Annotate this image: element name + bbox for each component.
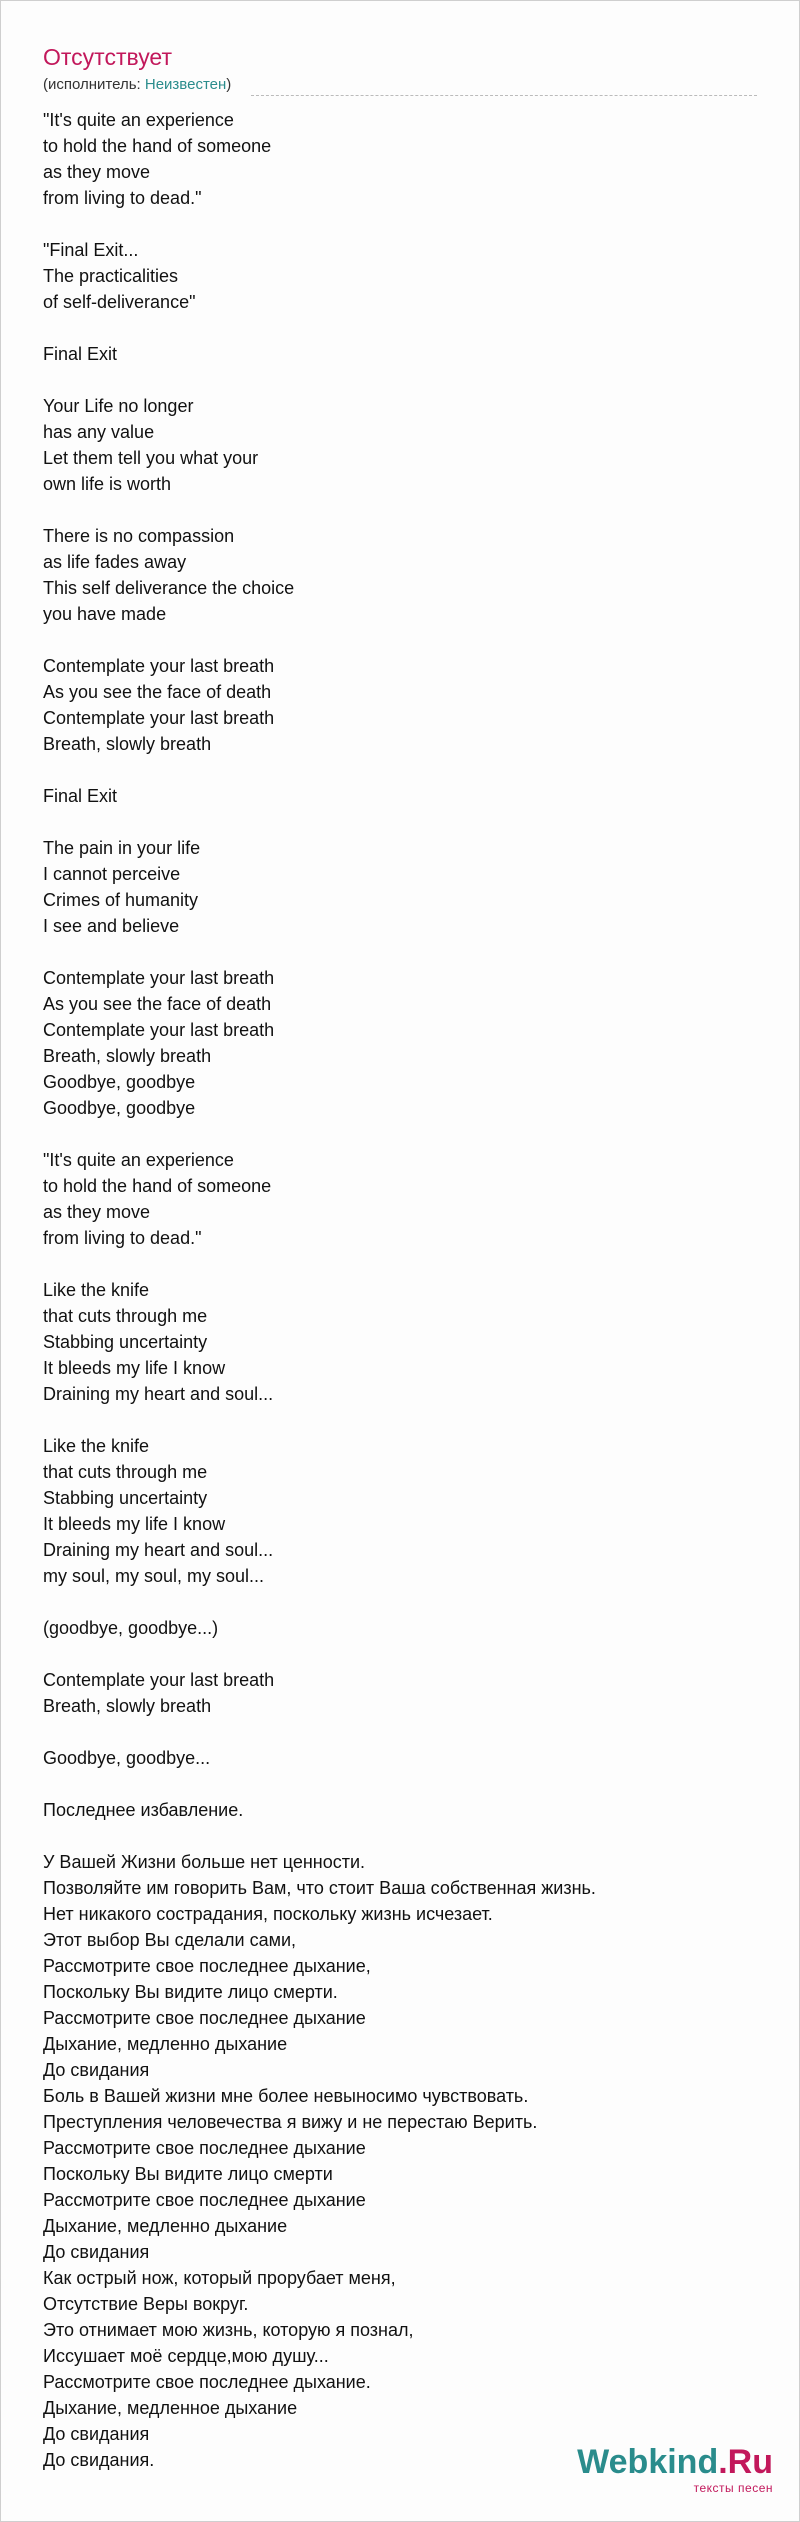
lyrics-stanza (43, 1667, 596, 1719)
lyric-line: I see and believe (43, 916, 180, 936)
lyric-line: own life is worth (43, 474, 172, 494)
translation-line: Боль в Вашей жизни мне более невыносимо чувствовать. (43, 2086, 529, 2106)
lyrics-stanza (43, 1615, 596, 1641)
lyric-line: Последнее избавление. (43, 1800, 244, 1820)
song-header (43, 43, 231, 95)
translation-line: До свидания (43, 2242, 150, 2262)
translation-block (43, 1849, 596, 2473)
lyrics-stanza (43, 653, 596, 757)
lyric-line: "Final Exit... (43, 240, 139, 260)
translation-line: Рассмотрите свое последнее дыхание. (43, 2372, 371, 2392)
logo-tld: .Ru (718, 2443, 773, 2481)
lyric-line: It bleeds my life I know (43, 1514, 226, 1534)
lyric-line: Crimes of humanity (43, 890, 199, 910)
lyric-line: as life fades away (43, 552, 187, 572)
lyric-line: you have made (43, 604, 167, 624)
lyric-line: There is no compassion (43, 526, 235, 546)
translation-line: До свидания (43, 2424, 150, 2444)
lyric-line: Contemplate your last breath (43, 1020, 275, 1040)
lyric-line: from living to dead." (43, 188, 202, 208)
lyric-line: (goodbye, goodbye...) (43, 1618, 219, 1638)
lyrics-text (43, 107, 596, 2473)
song-title: Отсутствует (43, 44, 172, 70)
artist-line (43, 75, 231, 95)
lyric-line: Stabbing uncertainty (43, 1332, 208, 1352)
lyrics-stanza (43, 1797, 596, 1823)
lyric-line: Final Exit (43, 344, 118, 364)
lyric-line: Let them tell you what your (43, 448, 259, 468)
translation-line: Дыхание, медленное дыхание (43, 2398, 298, 2418)
lyric-line: Like the knife (43, 1280, 150, 1300)
lyrics-stanza (43, 1745, 596, 1771)
translation-line: Поскольку Вы видите лицо смерти. (43, 1982, 338, 2002)
translation-line: Рассмотрите свое последнее дыхание (43, 2190, 366, 2210)
lyric-line: The pain in your life (43, 838, 201, 858)
lyrics-stanza (43, 783, 596, 809)
lyric-line: that cuts through me (43, 1462, 208, 1482)
lyric-line: As you see the face of death (43, 682, 272, 702)
lyric-line: as they move (43, 162, 151, 182)
lyric-line: Goodbye, goodbye (43, 1072, 196, 1092)
lyric-line: "It's quite an experience (43, 1150, 234, 1170)
translation-line: Дыхание, медленно дыхание (43, 2034, 288, 2054)
lyric-line: that cuts through me (43, 1306, 208, 1326)
lyric-line: I cannot perceive (43, 864, 181, 884)
translation-line: Иссушает моё сердце,мою душу... (43, 2346, 329, 2366)
translation-line: Дыхание, медленно дыхание (43, 2216, 288, 2236)
logo-wordmark (577, 2445, 773, 2479)
lyric-line: Like the knife (43, 1436, 150, 1456)
lyrics-stanza (43, 1433, 596, 1589)
lyric-line: my soul, my soul, my soul... (43, 1566, 265, 1586)
translation-line: Как острый нож, который прорубает меня, (43, 2268, 396, 2288)
lyrics-stanza (43, 835, 596, 939)
lyric-line: As you see the face of death (43, 994, 272, 1014)
lyric-line: Final Exit (43, 786, 118, 806)
header-divider (251, 95, 757, 96)
lyrics-stanza (43, 1147, 596, 1251)
site-logo[interactable] (577, 2445, 773, 2495)
logo-brand: Webkind (577, 2443, 719, 2481)
lyric-line: Breath, slowly breath (43, 734, 212, 754)
lyric-line: Contemplate your last breath (43, 968, 275, 988)
translation-line: Это отнимает мою жизнь, которую я познал, (43, 2320, 414, 2340)
translation-line: Рассмотрите свое последнее дыхание, (43, 1956, 371, 1976)
lyric-line: The practicalities (43, 266, 179, 286)
lyric-line: from living to dead." (43, 1228, 202, 1248)
translation-line: Отсутствие Веры вокруг. (43, 2294, 249, 2314)
translation-line: Рассмотрите свое последнее дыхание (43, 2008, 366, 2028)
lyrics-stanza (43, 1277, 596, 1407)
lyric-line: of self-deliverance" (43, 292, 196, 312)
lyric-line: Breath, slowly breath (43, 1696, 212, 1716)
lyric-line: Contemplate your last breath (43, 708, 275, 728)
lyric-line: "It's quite an experience (43, 110, 234, 130)
lyric-line: Contemplate your last breath (43, 1670, 275, 1690)
lyric-line: Stabbing uncertainty (43, 1488, 208, 1508)
lyric-line: It bleeds my life I know (43, 1358, 226, 1378)
translation-line: У Вашей Жизни больше нет ценности. (43, 1852, 366, 1872)
lyrics-stanza (43, 523, 596, 627)
translation-line: Рассмотрите свое последнее дыхание (43, 2138, 366, 2158)
lyric-line: Draining my heart and soul... (43, 1540, 274, 1560)
lyric-line: Contemplate your last breath (43, 656, 275, 676)
artist-prefix: (исполнитель: (43, 76, 145, 93)
translation-line: Позволяйте им говорить Вам, что стоит Ваша собственная жизнь. (43, 1878, 596, 1898)
lyric-line: Draining my heart and soul... (43, 1384, 274, 1404)
lyric-line: to hold the hand of someone (43, 136, 272, 156)
lyrics-stanza (43, 341, 596, 367)
translation-line: Нет никакого сострадания, поскольку жизнь исчезает. (43, 1904, 493, 1924)
artist-link[interactable]: Неизвестен (144, 76, 227, 93)
translation-line: До свидания. (43, 2450, 155, 2470)
lyrics-stanza (43, 107, 596, 211)
lyrics-stanza (43, 965, 596, 1121)
translation-line: Поскольку Вы видите лицо смерти (43, 2164, 333, 2184)
lyric-line: This self deliverance the choice (43, 578, 295, 598)
lyric-line: to hold the hand of someone (43, 1176, 272, 1196)
translation-line: До свидания (43, 2060, 150, 2080)
lyric-line: Goodbye, goodbye... (43, 1748, 211, 1768)
lyric-line: Your Life no longer (43, 396, 194, 416)
lyrics-stanza (43, 237, 596, 315)
lyrics-stanza (43, 393, 596, 497)
lyric-line: Goodbye, goodbye (43, 1098, 196, 1118)
translation-line: Этот выбор Вы сделали сами, (43, 1930, 297, 1950)
artist-suffix: ) (226, 76, 232, 93)
lyric-line: Breath, slowly breath (43, 1046, 212, 1066)
lyric-line: has any value (43, 422, 155, 442)
logo-tagline: тексты песен (693, 2481, 773, 2495)
translation-line: Преступления человечества я вижу и не перестаю Верить. (43, 2112, 538, 2132)
lyric-line: as they move (43, 1202, 151, 1222)
